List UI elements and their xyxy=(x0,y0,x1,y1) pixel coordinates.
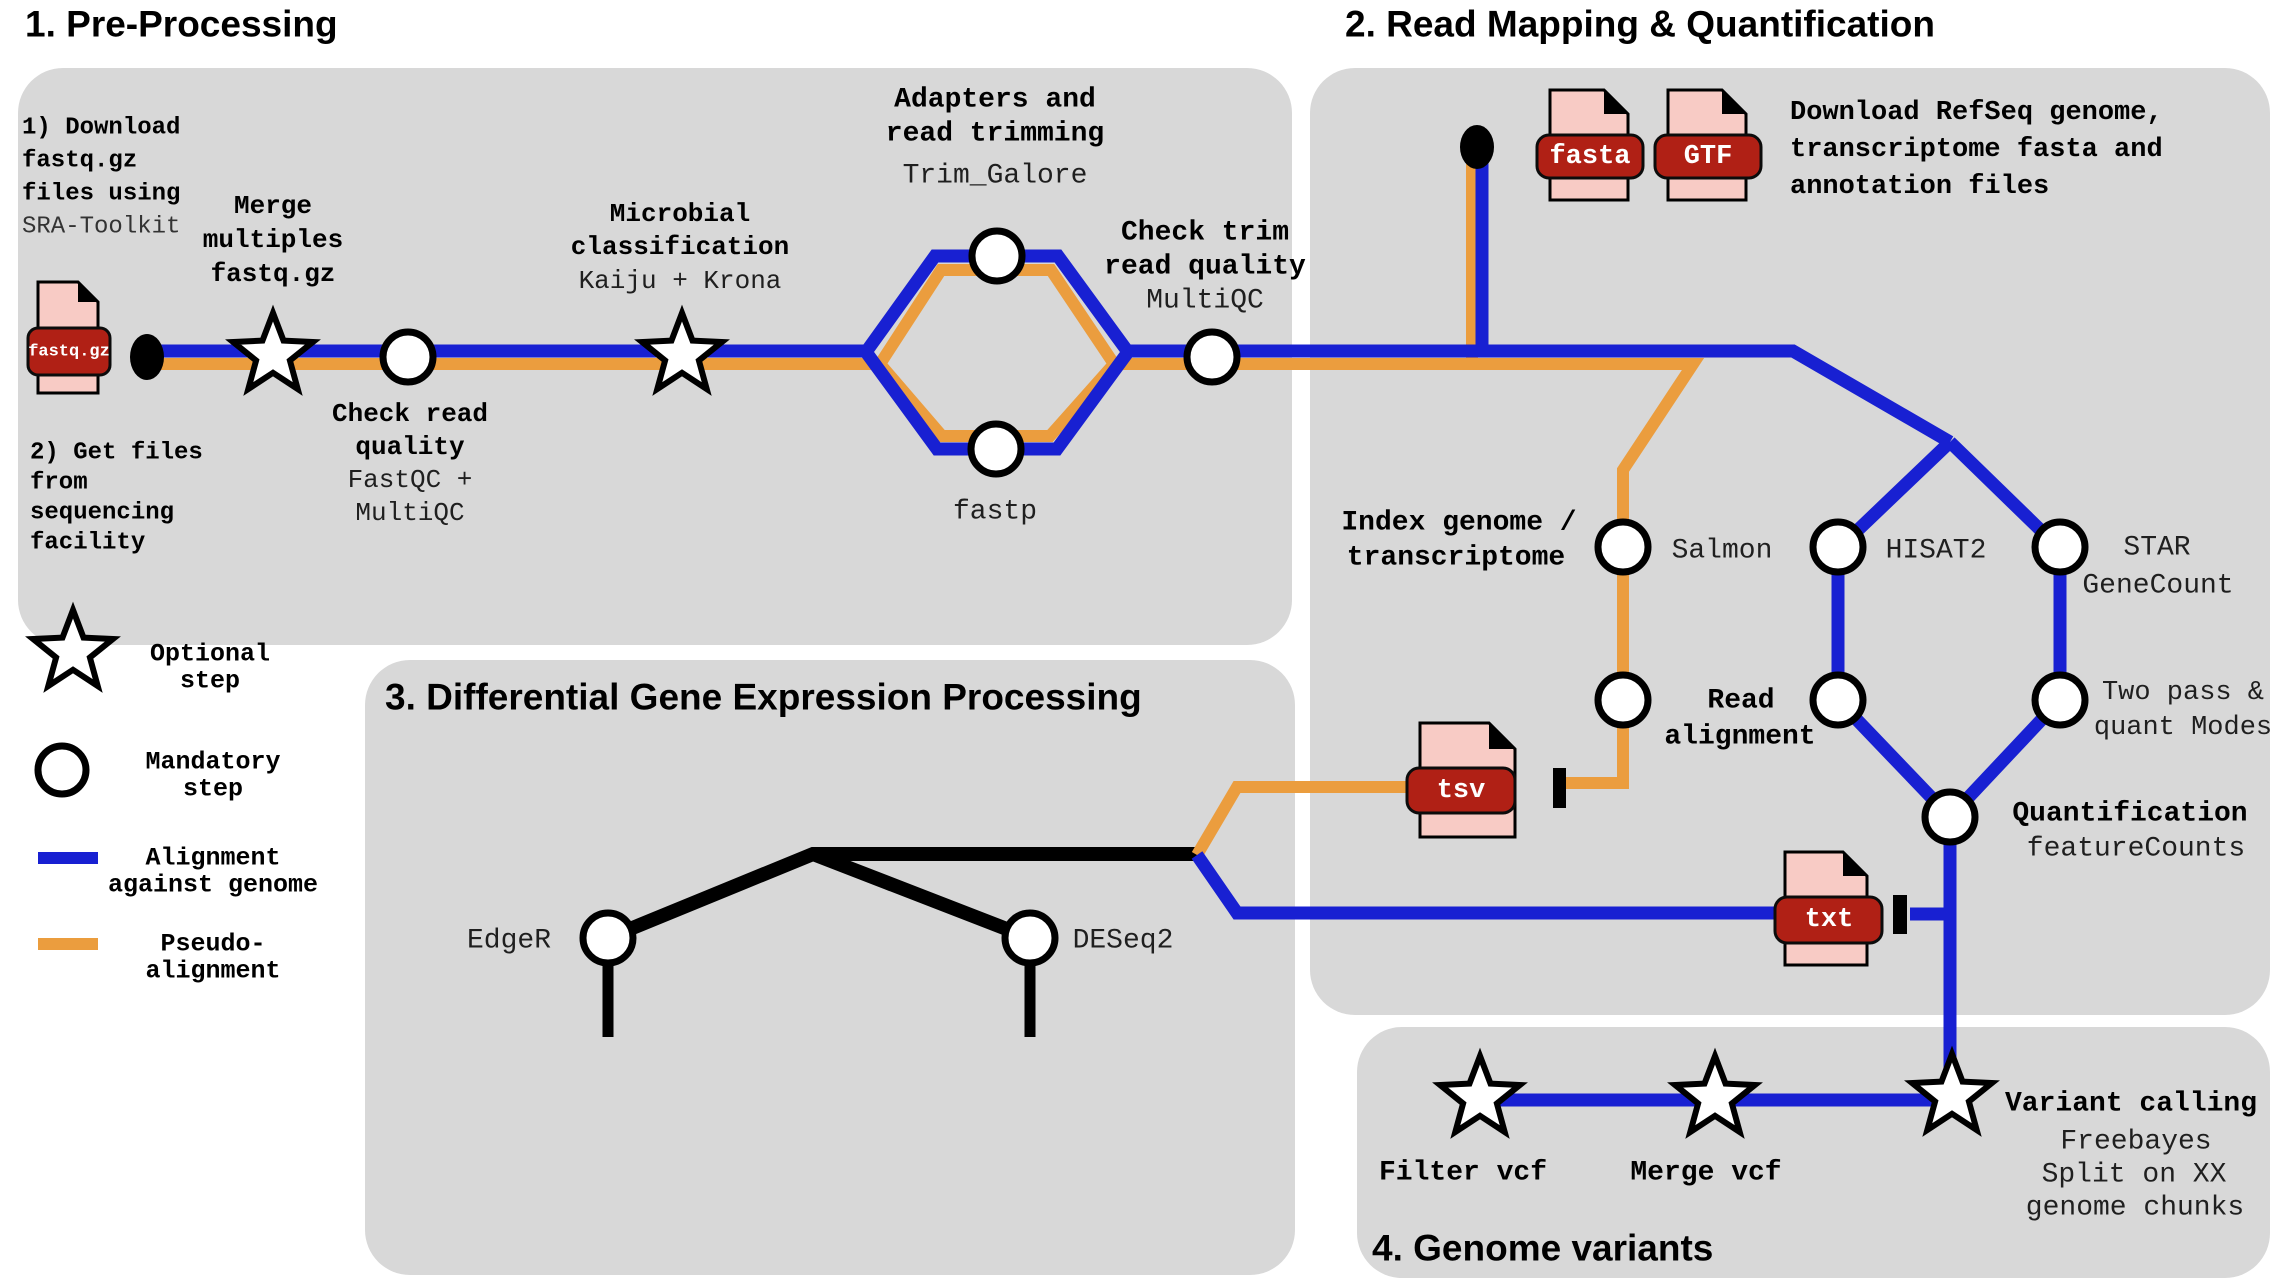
refseq-start-dot xyxy=(1460,125,1494,169)
node-align-star xyxy=(2035,675,2085,725)
legend-mandatory: step xyxy=(182,774,244,804)
txt-terminator-bar xyxy=(1893,895,1907,934)
note1-line: 1) Download xyxy=(22,114,181,142)
node-deseq2 xyxy=(1005,913,1055,963)
star-tool-label: STAR xyxy=(2123,532,2191,564)
check-trim-tool: MultiQC xyxy=(1146,285,1264,317)
refseq-note: transcriptome fasta and xyxy=(1790,135,2163,165)
edger-label: EdgeR xyxy=(466,925,552,957)
legend-mandatory: Mandatory xyxy=(145,747,281,777)
note1-tool: SRA-Toolkit xyxy=(22,213,181,241)
note2-line: from xyxy=(30,469,88,497)
two-pass-label: Two pass & xyxy=(2101,678,2265,708)
note2-line: sequencing xyxy=(30,499,175,527)
node-quantification xyxy=(1925,792,1975,842)
box-dge-processing xyxy=(365,660,1295,1275)
refseq-note: Download RefSeq genome, xyxy=(1790,98,2163,128)
node-index-star xyxy=(2035,522,2085,572)
microbial-label: Microbial xyxy=(609,199,751,229)
fastq-badge-label: fastq.gz xyxy=(28,342,110,362)
adapters-tool: Trim_Galore xyxy=(902,160,1088,192)
legend-optional: step xyxy=(179,666,241,696)
merge-label: fastq.gz xyxy=(210,259,336,289)
check-trim-label: read quality xyxy=(1104,251,1306,283)
two-pass-label: quant Modes xyxy=(2093,713,2273,743)
txt-badge-label: txt xyxy=(1804,905,1854,935)
title-pre-processing: 1. Pre-Processing xyxy=(25,3,338,45)
node-index-salmon xyxy=(1598,522,1648,572)
salmon-label: Salmon xyxy=(1671,535,1773,567)
check-read-label: quality xyxy=(355,432,465,462)
read-alignment-label: Read xyxy=(1707,685,1775,717)
legend-optional: Optional xyxy=(149,639,271,669)
node-check-trim-quality xyxy=(1187,332,1237,382)
merge-label: Merge xyxy=(233,191,313,221)
star-tool-label: GeneCount xyxy=(2082,570,2234,602)
node-align-hisat2 xyxy=(1813,675,1863,725)
microbial-label: classification xyxy=(570,232,790,262)
refseq-note: annotation files xyxy=(1790,172,2050,202)
tsv-file-icon xyxy=(1407,723,1515,837)
check-read-label: Check read xyxy=(331,399,489,429)
title-read-mapping: 2. Read Mapping & Quantification xyxy=(1345,3,1935,45)
start-dot xyxy=(130,334,164,380)
fastp-label: fastp xyxy=(952,496,1038,528)
variant-calling-label: Variant calling xyxy=(2005,1088,2258,1120)
node-index-hisat2 xyxy=(1813,522,1863,572)
title-genome-variants: 4. Genome variants xyxy=(1372,1227,1714,1269)
index-genome-label: transcriptome xyxy=(1346,542,1566,574)
variant-tool: Freebayes xyxy=(2060,1126,2212,1158)
check-trim-label: Check trim xyxy=(1120,217,1290,249)
filter-vcf-label: Filter vcf xyxy=(1378,1157,1548,1189)
hisat2-label: HISAT2 xyxy=(1885,535,1987,567)
gtf-badge-label: GTF xyxy=(1683,142,1733,172)
check-read-tool: MultiQC xyxy=(355,498,465,528)
adapters-label: Adapters and xyxy=(894,84,1096,116)
adapters-label: read trimming xyxy=(885,118,1105,150)
variant-tool: Split on XX xyxy=(2041,1159,2227,1191)
legend-pseudo: alignment xyxy=(145,956,281,986)
node-edger xyxy=(583,913,633,963)
read-alignment-label: alignment xyxy=(1664,721,1816,753)
note1-line: fastq.gz xyxy=(22,147,138,175)
deseq2-label: DESeq2 xyxy=(1072,925,1174,957)
note2-line: facility xyxy=(30,529,146,557)
legend-alignment: against genome xyxy=(107,870,319,900)
merge-vcf-label: Merge vcf xyxy=(1630,1157,1782,1189)
title-dge-processing: 3. Differential Gene Expression Processing xyxy=(385,676,1142,718)
note1-line: files using xyxy=(22,180,181,208)
legend-orange-swatch xyxy=(38,938,98,950)
quantification-label: Quantification xyxy=(2012,798,2248,830)
node-trim-galore xyxy=(972,231,1022,281)
check-read-tool: FastQC + xyxy=(347,465,473,495)
node-fastp xyxy=(971,424,1021,474)
legend-mandatory-circle xyxy=(38,746,86,794)
node-align-salmon xyxy=(1598,675,1648,725)
fasta-badge-label: fasta xyxy=(1549,142,1631,172)
microbial-tool: Kaiju + Krona xyxy=(578,266,782,296)
merge-label: multiples xyxy=(202,225,344,255)
legend-pseudo: Pseudo- xyxy=(160,929,266,959)
legend-blue-swatch xyxy=(38,852,98,864)
quantification-tool: featureCounts xyxy=(2026,833,2246,865)
node-check-read-quality xyxy=(383,332,433,382)
variant-tool: genome chunks xyxy=(2025,1192,2245,1224)
legend-alignment: Alignment xyxy=(145,843,281,873)
tsv-badge-label: tsv xyxy=(1436,776,1486,806)
index-genome-label: Index genome / xyxy=(1341,507,1577,539)
note2-line: 2) Get files xyxy=(30,439,203,467)
tsv-terminator-bar xyxy=(1553,768,1566,808)
